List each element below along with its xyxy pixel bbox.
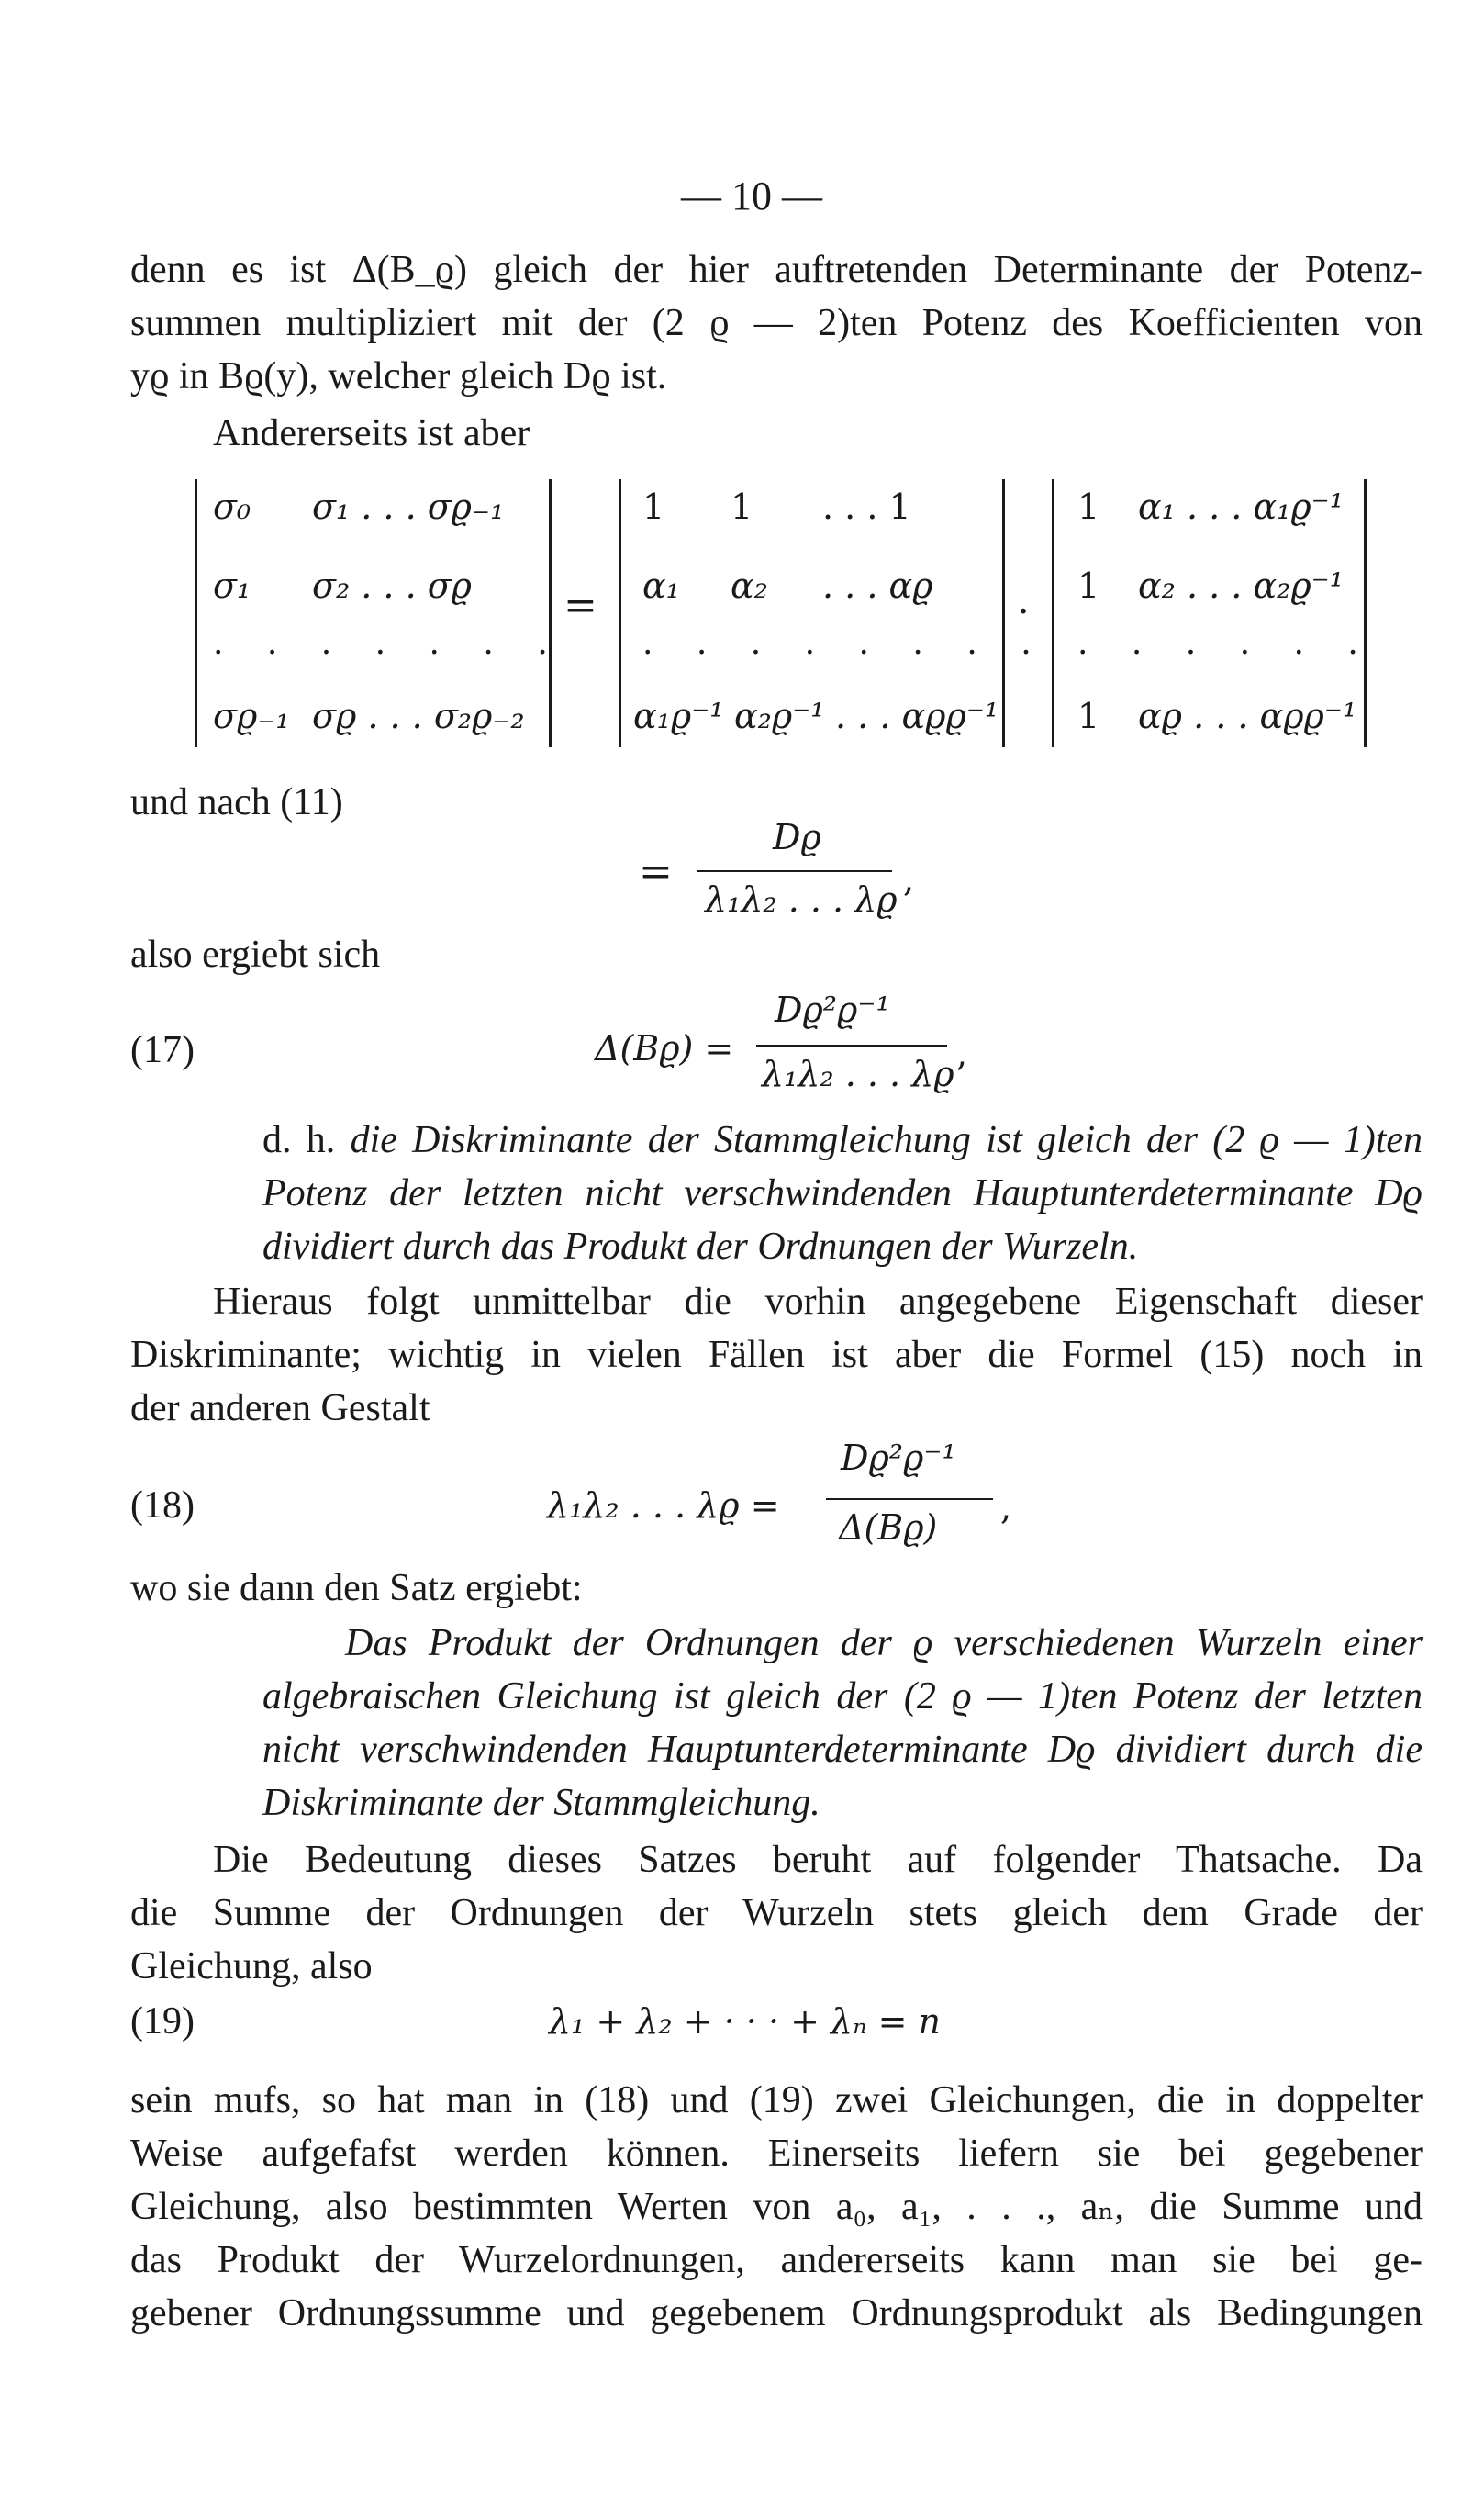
m1-r2-c1: σ₁	[213, 565, 251, 606]
para3-line-3: dividiert durch das Produkt der Ordnungen der Wurzeln.	[262, 1226, 1139, 1268]
eq19-number: (19)	[130, 2000, 195, 2043]
para7-line-3: Gleichung, also bestimmten Werten von a₀, a₁, . . ., aₙ, die Summe und	[130, 2186, 1423, 2228]
eq17-denominator: λ₁λ₂ . . . λϱ	[762, 1054, 954, 1094]
m2-r4-c1: α₁ϱ⁻¹	[633, 696, 724, 736]
para1-line-3: yϱ in Bϱ(y), welcher gleich Dϱ ist.	[130, 355, 667, 397]
m2-r1-c2: 1	[731, 487, 753, 527]
m1-r4-c2: σϱ . . . σ₂ϱ₋₂	[312, 696, 525, 736]
m1-dots: . . . . . . .	[213, 624, 564, 662]
m2-r1-c1: 1	[642, 487, 665, 527]
theorem-line-3: nicht verschwindenden Hauptunterdeterminante Dϱ dividiert durch die	[262, 1729, 1423, 1771]
m3-r4-c1: 1	[1077, 696, 1100, 736]
und-nach-numerator: Dϱ	[773, 817, 821, 857]
m3-r1-c1: 1	[1077, 487, 1100, 527]
para2-text: Andererseits ist aber	[213, 412, 530, 454]
und-nach-text: und nach (11)	[130, 781, 343, 823]
para3-italic-1: die Diskriminante der Stammgleichung ist gleich der (2 ϱ — 1)ten	[350, 1119, 1423, 1161]
para1-line-2: summen multipliziert mit der (2 ϱ — 2)ten Potenz des Koefficienten von	[130, 302, 1423, 344]
matrix3-right-bar	[1364, 479, 1367, 747]
para3-lead: d. h.	[262, 1119, 336, 1161]
matrix2-right-bar	[1002, 479, 1005, 747]
eq19-expression: λ₁ + λ₂ + · · · + λₙ = n	[549, 2001, 941, 2042]
theorem-line-1: Das Produkt der Ordnungen der ϱ verschiedenen Wurzeln einer	[345, 1622, 1423, 1664]
m2-r2-c1: α₁	[642, 565, 680, 606]
und-nach-fraction-bar	[697, 870, 892, 872]
und-nach-denominator: λ₁λ₂ . . . λϱ	[705, 879, 898, 920]
m1-r4-c1: σϱ₋₁	[213, 696, 290, 736]
para6-line-2: die Summe der Ordnungen der Wurzeln stets gleich dem Grade der	[130, 1892, 1423, 1934]
m3-r2-c2: α₂ . . . α₂ϱ⁻¹	[1138, 565, 1344, 606]
und-nach-equals: =	[639, 848, 673, 895]
eq18-denominator: Δ(Bϱ)	[839, 1507, 938, 1548]
para4-line-3: der anderen Gestalt	[130, 1387, 430, 1429]
m2-r2-c3: . . . αϱ	[822, 565, 933, 606]
m1-r1-c1: σ₀	[213, 487, 251, 527]
m3-r2-c1: 1	[1077, 565, 1100, 606]
m3-r4-c2: αϱ . . . αϱϱ⁻¹	[1138, 696, 1357, 736]
m3-r1-c2: α₁ . . . α₁ϱ⁻¹	[1138, 487, 1344, 527]
eq17-fraction-bar	[756, 1045, 947, 1047]
eq18-comma: ,	[1000, 1487, 1012, 1528]
matrix3-left-bar	[1052, 479, 1054, 747]
para7-line-2: Weise aufgefafst werden können. Einerseits liefern sie bei gegebener	[130, 2133, 1423, 2175]
para5-text: wo sie dann den Satz ergiebt:	[130, 1567, 583, 1609]
und-nach-comma: ,	[903, 859, 915, 900]
para4-line-2: Diskriminante; wichtig in vielen Fällen ist aber die Formel (15) noch in	[130, 1334, 1423, 1376]
page-number: — 10 —	[681, 174, 822, 218]
para6-line-1: Die Bedeutung dieses Satzes beruht auf folgender Thatsache. Da	[213, 1839, 1423, 1881]
para7-line-1: sein mufs, so hat man in (18) und (19) zwei Gleichungen, die in doppelter	[130, 2079, 1423, 2122]
para4-line-1: Hieraus folgt unmittelbar die vorhin angegebene Eigenschaft dieser	[213, 1281, 1423, 1323]
m3-dots: . . . . . .	[1077, 624, 1375, 662]
para7-line-4: das Produkt der Wurzelordnungen, andererseits kann man sie bei ge-	[130, 2239, 1423, 2281]
eq18-number: (18)	[130, 1484, 195, 1527]
matrix1-left-bar	[195, 479, 197, 747]
eq17-lhs: Δ(Bϱ) =	[595, 1028, 734, 1069]
para7-line-5: gebener Ordnungssumme und gegebenem Ordnungsprodukt als Bedingungen	[130, 2292, 1423, 2334]
eq17-numerator: Dϱ²ϱ⁻¹	[775, 990, 890, 1030]
eq18-fraction-bar	[826, 1498, 993, 1500]
m2-r2-c2: α₂	[731, 565, 768, 606]
para6-line-3: Gleichung, also	[130, 1945, 373, 1987]
matrix2-left-bar	[619, 479, 621, 747]
eq17-comma: ,	[956, 1034, 968, 1074]
also-text: also ergiebt sich	[130, 934, 381, 976]
para3-line-2: Potenz der letzten nicht verschwindenden Hauptunterdeterminante Dϱ	[262, 1172, 1423, 1215]
eq18-numerator: Dϱ²ϱ⁻¹	[841, 1438, 956, 1478]
eq18-lhs: λ₁λ₂ . . . λϱ =	[547, 1485, 780, 1526]
m2-r1-c3: . . . 1	[822, 487, 911, 527]
matrix1-right-bar	[549, 479, 552, 747]
matrix-equals: =	[563, 582, 597, 629]
para3-line-1	[262, 1116, 1423, 1164]
matrix-dot: .	[1017, 577, 1030, 623]
eq17-number: (17)	[130, 1029, 195, 1071]
para1-line-1: denn es ist Δ(B_ϱ) gleich der hier auftretenden Determinante der Potenz-	[130, 249, 1423, 291]
m2-r4-c2: α₂ϱ⁻¹	[734, 696, 825, 736]
m2-dots: . . . . . . . .	[642, 624, 1048, 662]
theorem-line-4: Diskriminante der Stammgleichung.	[262, 1782, 820, 1824]
m1-r1-c2: σ₁ . . . σϱ₋₁	[312, 487, 505, 527]
theorem-line-2: algebraischen Gleichung ist gleich der (2 ϱ — 1)ten Potenz der letzten	[262, 1675, 1423, 1718]
m1-r2-c2: σ₂ . . . σϱ	[312, 565, 473, 606]
m2-r4-c3: . . . αϱϱ⁻¹	[835, 696, 999, 736]
